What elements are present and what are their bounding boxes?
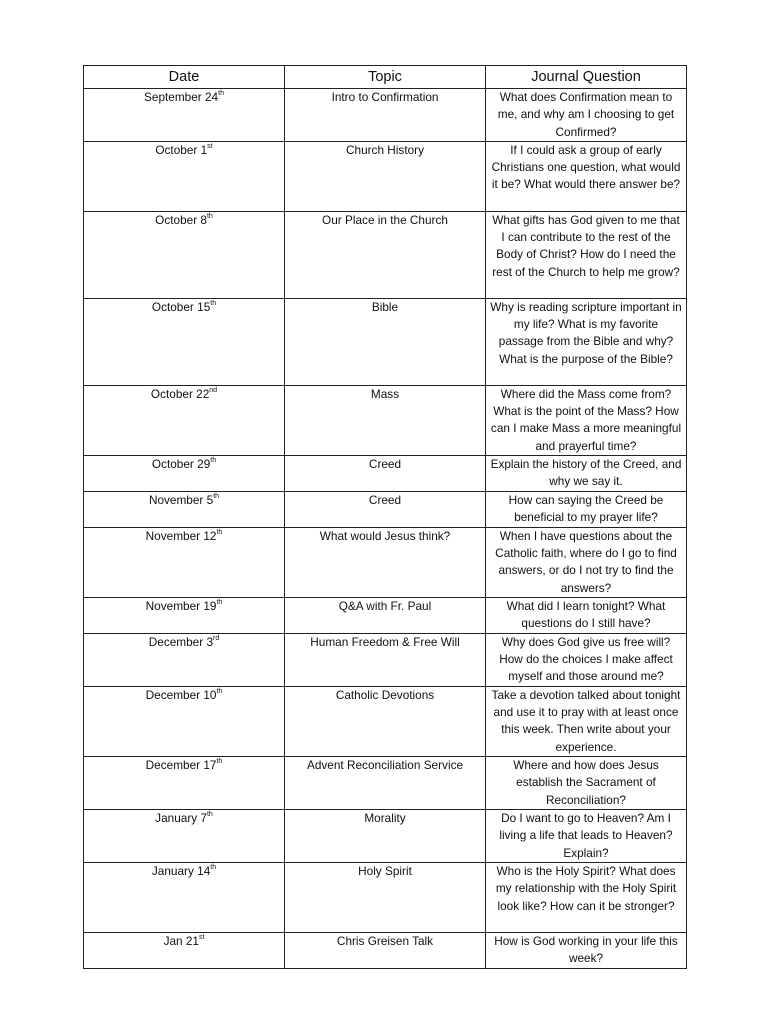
topic-cell: Holy Spirit: [285, 862, 486, 932]
date-cell: [84, 527, 285, 597]
date-text: December 10: [145, 687, 217, 702]
table-row: [84, 385, 687, 455]
table-row: [84, 757, 687, 810]
journal-question-cell: Take a devotion talked about tonight and use it to pray with at least once this week. Then write about your experience.: [486, 686, 687, 756]
topic-cell: Morality: [285, 809, 486, 862]
journal-question-cell: Where and how does Jesus establish the Sacrament of Reconciliation?: [486, 757, 687, 810]
table-row: [84, 456, 687, 492]
date-cell: [84, 686, 285, 756]
date-cell: [84, 298, 285, 385]
table-row: [84, 809, 687, 862]
topic-cell: Human Freedom & Free Will: [285, 633, 486, 686]
date-ordinal-suffix: rd: [213, 634, 220, 642]
journal-question-cell: What does Confirmation mean to me, and why am I choosing to get Confirmed?: [486, 89, 687, 142]
table-row: [84, 686, 687, 756]
date-ordinal-suffix: th: [206, 811, 213, 819]
table-row: [84, 862, 687, 932]
date-ordinal-suffix: nd: [209, 386, 218, 394]
date-cell: [84, 89, 285, 142]
date-cell: [84, 862, 285, 932]
date-cell: [84, 597, 285, 633]
date-cell: [84, 809, 285, 862]
journal-question-cell: Why is reading scripture important in my life? What is my favorite passage from the Bible and why? What is the purpose of the Bible?: [486, 298, 687, 385]
topic-cell: Catholic Devotions: [285, 686, 486, 756]
date-ordinal-suffix: th: [216, 687, 223, 695]
table-row: [84, 298, 687, 385]
date-ordinal-suffix: th: [213, 493, 220, 501]
topic-cell: Advent Reconciliation Service: [285, 757, 486, 810]
date-text: October 22: [150, 386, 210, 401]
date-ordinal-suffix: th: [216, 598, 223, 606]
date-cell: [84, 492, 285, 528]
journal-question-cell: How is God working in your life this week?: [486, 932, 687, 968]
journal-question-cell: Who is the Holy Spirit? What does my relationship with the Holy Spirit look like? How can it be stronger?: [486, 862, 687, 932]
topic-cell: Bible: [285, 298, 486, 385]
date-text: December 17: [145, 758, 217, 773]
table-row: [84, 211, 687, 298]
schedule-body: [84, 89, 687, 969]
date-ordinal-suffix: th: [216, 758, 223, 766]
table-row: [84, 633, 687, 686]
date-text: November 5: [148, 493, 214, 508]
journal-question-cell: When I have questions about the Catholic faith, where do I go to find answers, or do I not try to find the answers?: [486, 527, 687, 597]
date-text: December 3: [148, 634, 214, 649]
date-ordinal-suffix: th: [216, 528, 223, 536]
table-row: [84, 89, 687, 142]
date-text: October 8: [155, 212, 207, 227]
confirmation-schedule-table: [83, 65, 687, 969]
date-ordinal-suffix: th: [210, 457, 217, 465]
date-text: October 1: [155, 142, 208, 157]
topic-cell: Chris Greisen Talk: [285, 932, 486, 968]
date-text: January 7: [155, 810, 207, 825]
date-cell: [84, 633, 285, 686]
date-cell: [84, 385, 285, 455]
topic-cell: Intro to Confirmation: [285, 89, 486, 142]
journal-question-cell: Where did the Mass come from? What is the point of the Mass? How can I make Mass a more meaningful and prayerful time?: [486, 385, 687, 455]
topic-cell: Our Place in the Church: [285, 211, 486, 298]
topic-cell: What would Jesus think?: [285, 527, 486, 597]
date-ordinal-suffix: th: [218, 90, 224, 98]
table-row: [84, 932, 687, 968]
date-ordinal-suffix: th: [210, 299, 217, 307]
journal-question-cell: Why does God give us free will? How do the choices I make affect myself and those around me?: [486, 633, 687, 686]
topic-cell: Q&A with Fr. Paul: [285, 597, 486, 633]
topic-cell: Creed: [285, 456, 486, 492]
journal-question-cell: Explain the history of the Creed, and why we say it.: [486, 456, 687, 492]
date-ordinal-suffix: th: [206, 212, 213, 220]
date-text: October 15: [151, 299, 211, 314]
date-text: November 12: [145, 528, 217, 543]
table-row: [84, 141, 687, 211]
header-row: [84, 66, 687, 89]
date-cell: [84, 211, 285, 298]
date-text: Jan 21: [163, 933, 199, 948]
date-ordinal-suffix: th: [210, 864, 217, 872]
table-row: [84, 597, 687, 633]
journal-question-cell: What did I learn tonight? What questions do I still have?: [486, 597, 687, 633]
date-text: September 24: [144, 90, 219, 104]
topic-cell: Mass: [285, 385, 486, 455]
table-row: [84, 492, 687, 528]
date-text: October 29: [151, 457, 211, 472]
journal-question-cell: What gifts has God given to me that I can contribute to the rest of the Body of Christ? How do I need the rest of the Church to help me grow?: [486, 211, 687, 298]
journal-question-cell: Do I want to go to Heaven? Am I living a life that leads to Heaven? Explain?: [486, 809, 687, 862]
date-cell: [84, 757, 285, 810]
topic-cell: Church History: [285, 141, 486, 211]
journal-question-cell: How can saying the Creed be beneficial to my prayer life?: [486, 492, 687, 528]
date-cell: [84, 141, 285, 211]
date-text: January 14: [151, 863, 211, 878]
date-text: November 19: [145, 598, 217, 613]
journal-question-cell: If I could ask a group of early Christians one question, what would it be? What would there answer be?: [486, 141, 687, 211]
header-journal-question: Journal Question: [486, 66, 687, 89]
header-topic: Topic: [285, 66, 486, 89]
date-ordinal-suffix: st: [207, 142, 213, 150]
table-row: [84, 527, 687, 597]
date-ordinal-suffix: st: [198, 934, 205, 942]
date-cell: [84, 932, 285, 968]
date-cell: [84, 456, 285, 492]
topic-cell: Creed: [285, 492, 486, 528]
header-date: Date: [84, 66, 285, 89]
